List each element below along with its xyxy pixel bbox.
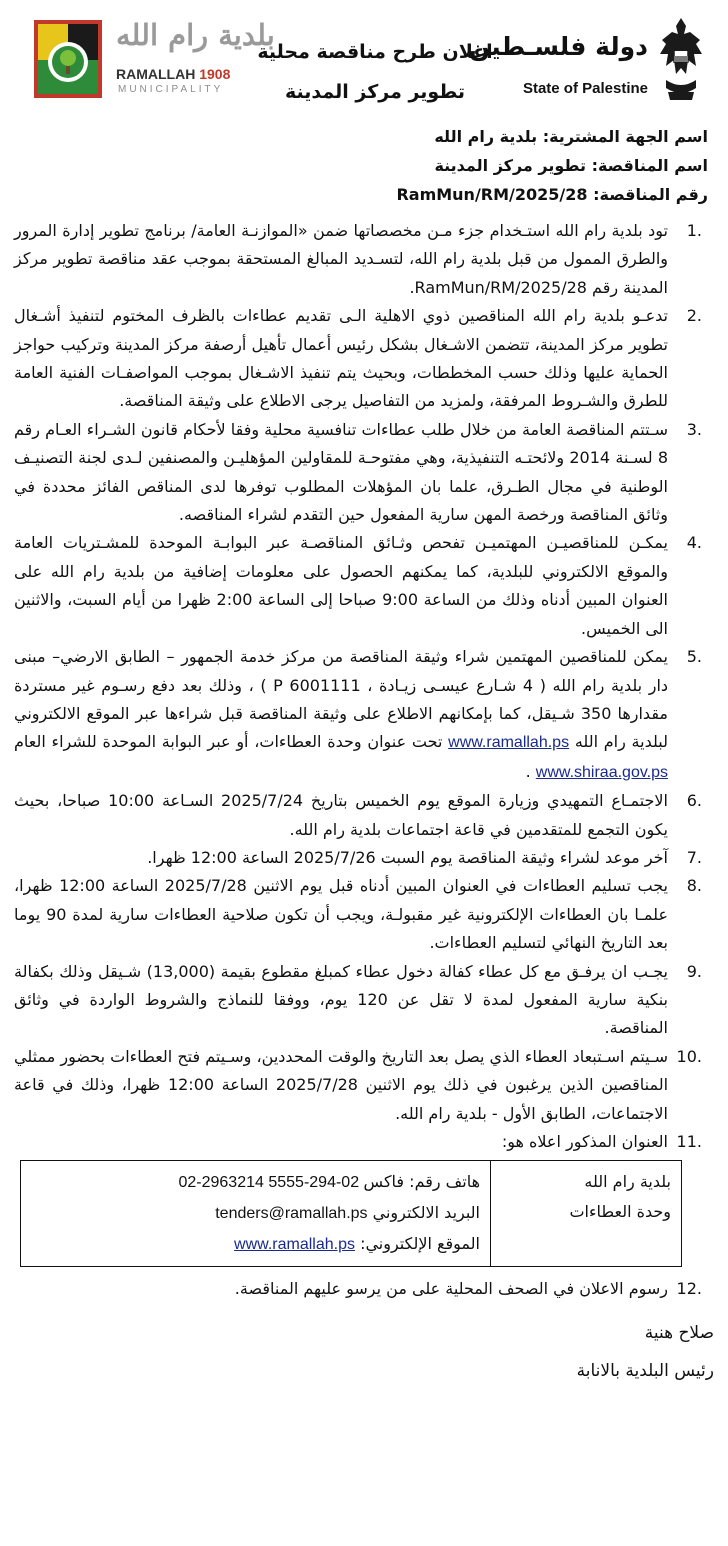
website-label: الموقع الإلكتروني:: [360, 1234, 480, 1254]
item-number: 10.: [676, 1046, 702, 1066]
state-of-palestine-block: [468, 14, 706, 106]
address-table: [20, 1160, 682, 1267]
tender-name-line: [14, 151, 708, 180]
email-value[interactable]: tenders@ramallah.ps: [215, 1205, 368, 1223]
list-item: [14, 302, 708, 416]
ramallah-municipality-logo-icon: [34, 20, 102, 98]
item-text: العنوان المذكور اعلاه هو:: [501, 1132, 668, 1151]
item-number: 5.: [686, 647, 702, 667]
list-item: [14, 529, 708, 643]
address-org-line1: بلدية رام الله: [584, 1172, 671, 1192]
item-text: تود بلدية رام الله استـخدام جزء مـن مخصصاتها ضمن «الموازنـة العامة/ برنامج تطوير إدارة المرور والطرق الممول من قبل بلدية رام الله، لتسـديد المبالغ المستحقة بموجب عقد مناقصة تطوير مركز المدينة رقم RamMun/RM/2025/28.: [14, 221, 668, 297]
phone-label: هاتف رقم:: [409, 1172, 480, 1192]
municipality-name-en-text: RAMALLAH: [116, 66, 196, 82]
signatory-name: صلاح هنية: [644, 1322, 714, 1343]
tender-items: [14, 217, 714, 1156]
tender-number-label: رقم المناقصة:: [593, 185, 708, 204]
signatory-title: رئيس البلدية بالانابة: [576, 1360, 714, 1381]
item-text: يمكـن للمناقصيـن المهتميـن تفحص وثـائق المناقصـة عبر البوابـة الموحدة للمشـتريات العامة والموقع الالكتروني للبلدية، كما يمكنهم الحصول على معلومات إضافية من بلدية رام الله على العنوان المبين أدناه وذلك من الساعة 9:00 صباحا إلى الساعة 2:00 ظهرا من أيام السبت، والاثنين الى الخميس.: [14, 533, 669, 638]
tender-number-line: [14, 180, 708, 209]
state-name-arabic: دولة فلسـطين: [468, 32, 648, 61]
tender-items-final: [14, 1275, 714, 1303]
list-item: [14, 1128, 708, 1156]
municipality-name-arabic: بلدية رام الله: [116, 18, 275, 52]
header: [14, 0, 714, 112]
website-link[interactable]: www.ramallah.ps: [234, 1236, 355, 1254]
announcement-title: [240, 32, 510, 112]
item-number: 7.: [686, 847, 702, 867]
phone-value: 02-2963214 فاكس 02-294-5555: [178, 1174, 405, 1192]
item-text: يجب تسليم العطاءات في العنوان المبين أدناه قبل يوم الاثنين 2025/7/28 الساعة 12:00 ظهرا، علمـا بان العطاءات الإلكترونية غير مقبولـة، ويجب أن تكون صلاحية العطاءات سارية لمدة 90 يوما بعد التاريخ النهائي لتسليم العطاءات.: [14, 876, 669, 953]
item-text: الاجتمـاع التمهيدي وزيارة الموقع يوم الخميس بتاريخ 2025/7/24 السـاعة 10:00 صباحا، بحيث يكون التجمع للمتقدمين في قاعة اجتماعات بلدية رام الله.: [14, 791, 669, 839]
tender-name-value: تطوير مركز المدينة: [434, 156, 586, 175]
item-text: رسوم الاعلان في الصحف المحلية على من يرسو عليهم المناقصة.: [234, 1279, 668, 1299]
item-text: سـتتم المناقصة العامة من خلال طلب عطاءات تنافسية محلية وفقا لأحكام قانون الشـراء العـام رقم 8 لسـنة 2014 ولائحتـه التنفيذية، وهي مفتوحـة للمقاولين المؤهليـن والمصنفين لـدى لجنة التصنيـف الوطنية في مجال الطـرق، علما بان المؤهلات المطلوب توفرها لدى المناقص الفائز محددة في وثائق المناقصة ورخصة المهن سارية المفعول حين التقدم لشراء المناقصه.: [14, 419, 668, 525]
municipality-year: 1908: [199, 66, 231, 82]
list-item: [14, 1275, 708, 1303]
item-number: 1.: [686, 221, 702, 240]
list-item: [14, 217, 708, 302]
municipality-subtitle: MUNICIPALITY: [118, 84, 224, 95]
buyer-line: [14, 122, 708, 151]
list-item: [14, 1043, 708, 1128]
list-item: [14, 844, 708, 872]
item-text: تدعـو بلدية رام الله المناقصين ذوي الاهلية الـى تقديم عطاءات بالظرف المختوم لتنفيذ أشـغال تطوير مركز المدينة، تتضمن الاشـغال بشكل رئيس أعمال تأهيل أرصفة مركز المدينة وتركيب حواجز الحماية عليها وذلك حسب المخططات، وبحيث يتم تنفيذ الاشـغال بموجب المواصفـات الفنية العامة للطرق والشـروط المرفقة، ولمزيد من التفاصيل يرجى الاطلاع على وثيقة المناقصة.: [14, 306, 668, 411]
item-number: 4.: [686, 533, 702, 553]
address-org-cell: [491, 1161, 682, 1267]
title-line-2: تطوير مركز المدينة: [285, 81, 465, 103]
email-row: [31, 1198, 480, 1229]
title-line-1: اعلان طرح مناقصة محلية: [257, 41, 493, 63]
item-text: يمكن للمناقصين المهتمين شراء وثيقة المناقصة من مركز خدمة الجمهور – الطابق الارضي– مبنى دار بلدية رام الله ( 4 شـارع عيسـى زيـادة ، P 6001111 ) ، وذلك بعد دفع رسـوم غير مستردة مقدارها 350 شـيقل، كما بإمكانهم الاطلاع على وثيقة المناقصة قبل شراءها عبر الموقع الالكتروني لبلدية رام الله: [14, 647, 669, 752]
municipality-name-english: [116, 66, 230, 82]
list-item: [14, 958, 708, 1043]
phone-row: [31, 1167, 480, 1198]
signature-block: [14, 1314, 714, 1390]
item-number: 2.: [686, 306, 702, 326]
tender-info: [14, 122, 714, 209]
item-number: 8.: [686, 876, 702, 896]
state-name-english: State of Palestine: [522, 80, 648, 97]
buyer-value: بلدية رام الله: [434, 127, 538, 146]
item-text-end: .: [525, 761, 531, 781]
ramallah-municipality-block: [34, 18, 275, 102]
item-text: آخر موعد لشراء وثيقة المناقصة يوم السبت 2025/7/26 الساعة 12:00 ظهرا.: [147, 847, 668, 867]
list-item: [14, 787, 708, 844]
email-label: البريد الالكتروني: [372, 1203, 480, 1223]
item-text: يجـب ان يرفـق مع كل عطاء كفالة دخول عطاء كمبلغ مقطوع بقيمة (13,000) شـيقل وذلك بكفالة بنكية سارية المفعول لمدة لا تقل عن 120 يوم، ووفقا للنماذج والشروط الواردة في وثائق المناقصة.: [14, 961, 669, 1038]
item-number: 12.: [676, 1279, 702, 1299]
website-row: [31, 1229, 480, 1260]
tender-name-label: اسم المناقصة:: [591, 156, 708, 175]
shiraa-portal-link[interactable]: www.shiraa.gov.ps: [535, 763, 668, 781]
item-number: 3.: [686, 419, 702, 439]
tender-number-value: RamMun/RM/2025/28: [396, 185, 588, 204]
ramallah-website-link[interactable]: www.ramallah.ps: [448, 734, 570, 752]
item-number: 6.: [686, 791, 702, 811]
item-text: سـيتم اسـتبعاد العطاء الذي يصل بعد التاريخ والوقت المحددين، وسـيتم فتح العطاءات بحضور ممثلي المناقصين الذين يرغبون في ذلك يوم الاثنين 2025/7/28 الساعة 12:00 ظهرا، وذلك في قاعة الاجتماعات، الطابق الأول - بلدية رام الله.: [14, 1046, 669, 1123]
list-item: [14, 643, 708, 787]
item-number: 9.: [686, 961, 702, 981]
address-org-line2: وحدة العطاءات: [569, 1202, 671, 1222]
buyer-label: اسم الجهة المشترية:: [542, 127, 708, 146]
list-item: [14, 872, 708, 957]
list-item: [14, 416, 708, 530]
address-contact-cell: [21, 1161, 491, 1267]
palestine-eagle-emblem-icon: [656, 14, 706, 104]
item-number: 11.: [676, 1132, 702, 1151]
item-text-mid: تحت عنوان وحدة العطاءات، أو عبر البوابة الموحدة للشراء العام: [14, 732, 443, 752]
